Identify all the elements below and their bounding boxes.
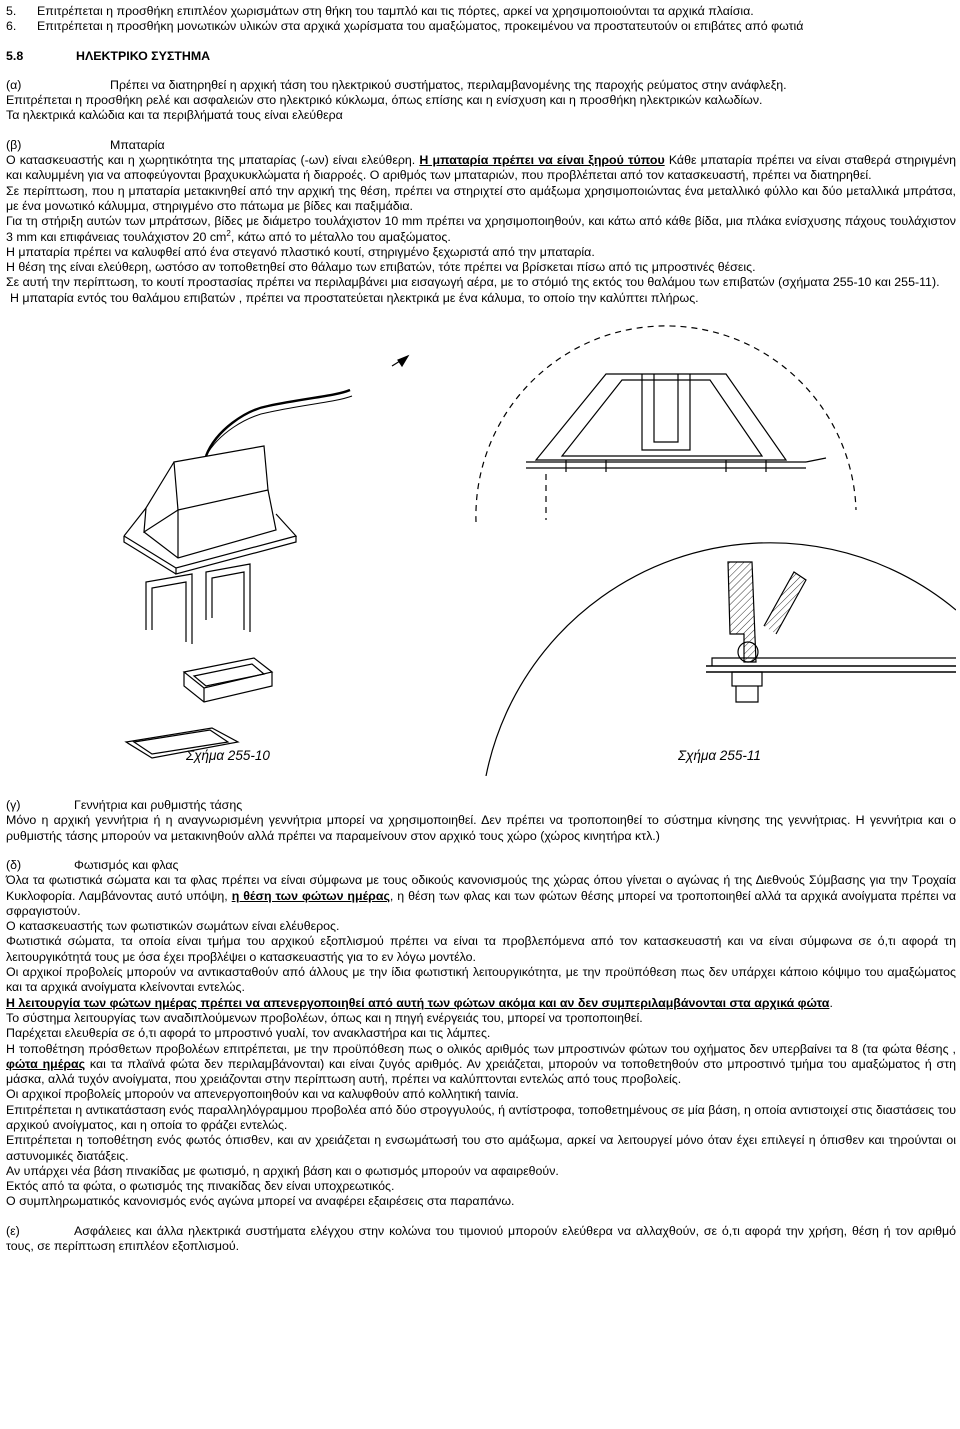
bracket-drawing bbox=[146, 564, 250, 644]
paragraph: Μόνο η αρχική γεννήτρια ή η αναγνωρισμένη γεννήτρια μπορεί να χρησιμοποιηθεί. Δεν πρέπει να τροποποιηθεί το σύστημα κίνησης της γεννήτριας. Η γεννήτρια και ο ρυθμιστής τάσης μπορούν να μετακινηθούν αλλά πρέπει να παραμείνουν στον αρχικό τους χώρο (χώρος κινητήρα κτλ.) bbox=[6, 813, 956, 843]
paragraph: Η μπαταρία εντός του θαλάμου επιβατών , πρέπει να προστατεύεται ηλεκτρικά με ένα κάλυμα, το οποίο την καλύπτει πλήρως. bbox=[10, 290, 699, 305]
figure-caption-left: Σχήμα 255-10 bbox=[186, 748, 270, 764]
paragraph bbox=[6, 1042, 956, 1088]
battery-box-drawing bbox=[124, 356, 408, 574]
paragraph: Σε περίπτωση, που η μπαταρία μετακινηθεί από την αρχική της θέση, πρέπει να στηριχτεί στο αμάξωμα χρησιμοποιώντας ένα μεταλλικό φύλλο και δύο μεταλλικά μπράτσα, με ένα μονωτικό κάλυμμα, στηριγμένο στο πάτωμα με βίδες και παξιμάδια. bbox=[6, 183, 956, 213]
list-text: Επιτρέπεται η προσθήκη επιπλέον χωρισμάτων στη θήκη του ταμπλό και τις πόρτες, αρκεί να χρησιμοποιούνται τα αρχικά πλαίσια. bbox=[37, 4, 754, 18]
paragraph bbox=[6, 873, 956, 919]
paragraph: Επιτρέπεται η τοποθέτηση ενός φωτός όπισθεν, και αν χρειάζεται η ενσωμάτωσή του στο αμάξωμα, αρκεί να λειτουργεί μόνο όταν έχει επιλεγεί η όπισθεν και τηρούνται οι αστυνομικές διατάξεις. bbox=[6, 1133, 956, 1163]
paragraph: Οι αρχικοί προβολείς μπορούν να αντικασταθούν από άλλους με την ίδια φωτιστική λειτουργικότητα, με την προϋπόθεση πως δεν υπάρχει κάποιο κόψιμο του αμαξώματος και τα αρχικά ανοίγματα κλείνονται εντελώς. bbox=[6, 965, 956, 995]
figure-caption-right: Σχήμα 255-11 bbox=[678, 748, 761, 764]
paragraph: Σε αυτή την περίπτωση, το κουτί προστασίας πρέπει να περιλαμβάνει μια εισαγωγή αέρα, με το στόμιό της εκτός του θαλάμου των επιβατών (σχήματα 255-10 και 255-11). bbox=[6, 275, 940, 290]
document-page bbox=[6, 4, 956, 1254]
subsection-label: (β) bbox=[6, 137, 22, 152]
paragraph: Επιτρέπεται η αντικατάσταση ενός παραλληλόγραμμου προβολέα από δύο στρογγυλούς, ή αντίστροφα, τοποθετημένους σε μία βάση, η οποία αντιστοιχεί στις διαστάσεις του αρχικού ανοίγματος, και η οποία το φράζει εντελώς. bbox=[6, 1102, 956, 1132]
figures-area bbox=[6, 310, 956, 776]
paragraph: Ο κατασκευαστής των φωτιστικών σωμάτων είναι ελέυθερος. bbox=[6, 919, 340, 934]
paragraph: Η θέση της είναι ελεύθερη, ωστόσο αν τοποθετηθεί στο θάλαμο των επιβατών, τότε πρέπει να βρίσκεται πίσω από τις μπροστινές θέσεις. bbox=[6, 260, 756, 275]
paragraph: Τα ηλεκτρικά καλώδια και τα περιβλήματά τους είναι ελεύθερα bbox=[6, 108, 343, 123]
subsection-d bbox=[6, 858, 956, 1210]
paragraph bbox=[6, 78, 956, 93]
bold-underlined-text: Η λειτουργία των φώτων ημέρας πρέπει να απενεργοποιηθεί από αυτή των φώτων ακόμα και αν δεν συμπεριλαμβάνονται στα αρχικά φώτα bbox=[6, 995, 830, 1010]
paragraph-text: Πρέπει να διατηρηθεί η αρχική τάση του ηλεκτρικού συστήματος, περιλαμβανομένης της παροχής ρεύματος στην ανάφλεξη. bbox=[110, 77, 787, 92]
bold-underlined-text: η θέση των φώτων ημέρας bbox=[231, 888, 390, 903]
section-title: ΗΛΕΚΤΡΙΚΟ ΣΥΣΤΗΜΑ bbox=[76, 48, 211, 63]
superscript: 2 bbox=[226, 228, 231, 238]
paragraph-text: Ο κατασκευαστής και η χωρητικότητα της μπαταρίας (-ων) είναι ελεύθερη. bbox=[6, 153, 416, 168]
paragraph: Φωτιστικά σώματα, τα οποία είναι τμήμα του αρχικού εξοπλισμού πρέπει να είναι τα προβλεπόμενα από τον κατασκευαστή και να είναι σύμφωνα σε ό,τι αφορά τη λειτουργικότητά τους με όσα έχει προβλέψει ο κατασκευαστής για το εν λόγω μοντέλο. bbox=[6, 934, 956, 964]
subsection-c bbox=[6, 798, 956, 844]
paragraph: Οι αρχικοί προβολείς μπορούν να απενεργοποιηθούν και να καλυφθούν από κολλητική ταινία. bbox=[6, 1087, 519, 1102]
subsection-label: (ε) bbox=[6, 1223, 20, 1238]
subsection-heading bbox=[6, 798, 956, 813]
subsection-heading bbox=[6, 858, 956, 873]
paragraph bbox=[6, 153, 956, 184]
subsection-b bbox=[6, 138, 956, 306]
paragraph: Επιτρέπεται η προσθήκη ρελέ και ασφαλειών στο ηλεκτρικό κύκλωμα, όπως επίσης και η ενίσχυση και η προσθήκη ηλεκτρικών καλωδίων. bbox=[6, 93, 763, 108]
paragraph bbox=[6, 214, 956, 245]
subsection-label: (α) bbox=[6, 77, 22, 92]
list-item bbox=[6, 4, 956, 19]
bold-underlined-text: φώτα ημέρας bbox=[6, 1056, 86, 1071]
subsection-title: Γεννήτρια και ρυθμιστής τάσης bbox=[74, 798, 243, 813]
subsection-title: Μπαταρία bbox=[110, 137, 165, 152]
list-number: 5. bbox=[6, 4, 17, 18]
subsection-heading bbox=[6, 138, 956, 153]
paragraph-text: Ασφάλειες και άλλα ηλεκτρικά συστήματα ελέγχου στην κολώνα του τιμονιού μπορούν ελεύθερα να αλλαχθούν, σε ό,τι αφορά την χρήση, θέση ή τον αριθμό τους, σε περίπτωση επιπλέον εξοπλισμού. bbox=[6, 1223, 956, 1254]
subsection-a bbox=[6, 78, 956, 124]
cover-box-drawing bbox=[184, 658, 272, 702]
paragraph: Το σύστημα λειτουργίας των αναδιπλούμενων προβολέων, όπως και η πηγή ενέργειάς του, μπορεί να τροποποιηθεί. bbox=[6, 1010, 643, 1025]
section-number: 5.8 bbox=[6, 48, 24, 63]
paragraph-text: Η τοποθέτηση πρόσθετων προβολέων επιτρέπεται, με την προϋπόθεση πως ο ολικός αριθμός των μπροστινών φώτων του οχήματος δεν υπερβαίνει τα 8 (τα φώτα θέσης , bbox=[6, 1041, 956, 1056]
paragraph-text: . bbox=[829, 995, 833, 1010]
paragraph-text: και τα πλαϊνά φώτα δεν περιλαμβάνονται) και είναι ζυγός αριθμός. Αν χρειάζεται, μπορούν να τοποθετηθούν στο μπροστινό τμήμα του αμαξώματος ή στη μάσκα, αλλά τυχόν ανοίγματα, που χρειάζονται στην περίπτωση αυτή, πρέπει να καλύπτονται εντελώς από τους προβολείς. bbox=[6, 1056, 956, 1087]
battery-figures-drawing bbox=[6, 310, 956, 776]
bold-underlined-text: Η μπαταρία πρέπει να είναι ξηρού τύπου bbox=[419, 153, 665, 168]
cross-section-drawing bbox=[476, 326, 956, 776]
list-item bbox=[6, 19, 956, 34]
paragraph bbox=[6, 996, 956, 1011]
section-heading bbox=[6, 49, 956, 64]
subsection-title: Φωτισμός και φλας bbox=[74, 857, 179, 872]
subsection-e bbox=[6, 1224, 956, 1255]
paragraph bbox=[6, 1224, 956, 1255]
paragraph: Παρέχεται ελευθερία σε ό,τι αφορά το μπροστινό γυαλί, τον ανακλαστήρα και τις λάμπες. bbox=[6, 1026, 491, 1041]
paragraph: Εκτός από τα φώτα, ο φωτισμός της πινακίδας δεν είναι υποχρεωτικός. bbox=[6, 1179, 395, 1194]
paragraph-text: Κάθε μπαταρία πρέπει να είναι σταθερά στηριγμένη και καλυμμένη για να αποφεύγονται βραχυκυκλώματα ή διαρροές. Ο αριθμός των μπαταριών, που προβλέπεται από τον κατασκευαστή, πρέπει να διατηρηθεί. bbox=[6, 153, 956, 183]
paragraph: Η μπαταρία πρέπει να καλυφθεί από ένα στεγανό πλαστικό κουτί, στηριγμένο ξεχωριστά από την μπαταρία. bbox=[6, 244, 595, 259]
paragraph-text: Για τη στήριξη αυτών των μπράτσων, βίδες με διάμετρο τουλάχιστον 10 mm πρέπει να χρησιμοποιηθούν, και κάτω από κάθε βίδα, μια πλάκα ενίσχυσης πάχους τουλάχιστον 3 mm και επιφάνειας τουλάχιστον 20 cm bbox=[6, 214, 956, 244]
paragraph: Αν υπάρχει νέα βάση πινακίδας με φωτισμό, η αρχική βάση και ο φωτισμός μπορούν να αφαιρεθούν. bbox=[6, 1163, 559, 1178]
subsection-label: (γ) bbox=[6, 798, 21, 813]
subsection-label: (δ) bbox=[6, 857, 22, 872]
paragraph: Ο συμπληρωματικός κανονισμός ενός αγώνα μπορεί να αναφέρει εξαιρέσεις στα παραπάνω. bbox=[6, 1194, 515, 1209]
list-number: 6. bbox=[6, 19, 17, 34]
paragraph-text: Όλα τα φωτιστικά σώματα και τα φλας πρέπει να είναι σύμφωνα με τους οδικούς κανονισμούς της χώρας όπου γίνεται ο αγώνας ή της Διεθνούς Σύμβασης για την Τροχαία Κυκλοφορία. Λαμβάνοντας αυτό υπόψη, bbox=[6, 873, 956, 903]
list-text: Επιτρέπεται η προσθήκη μονωτικών υλικών στα αρχικά χωρίσματα του αμαξώματος, προκειμένου να προστατευτούν οι επιβάτες από φωτιά bbox=[37, 19, 804, 34]
paragraph-text: , η θέση των φλας και των φώτων θέσης μπορεί να τροποποιηθεί αλλά τα αρχικά ανοίγματα πρέπει να σφραγιστούν. bbox=[6, 888, 956, 918]
paragraph-text: , κάτω από το μέταλλο του αμαξώματος. bbox=[230, 229, 451, 244]
